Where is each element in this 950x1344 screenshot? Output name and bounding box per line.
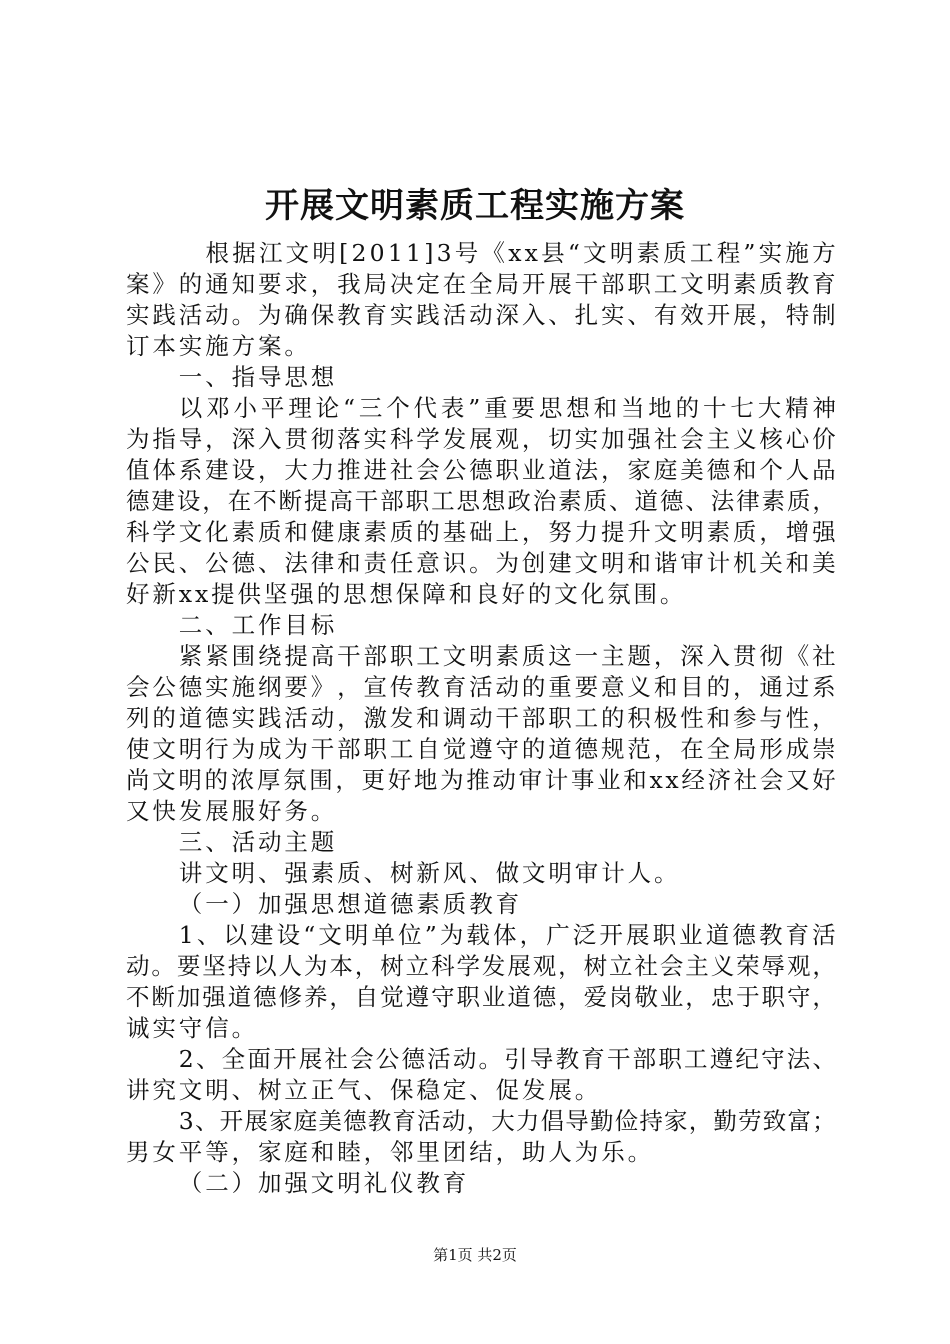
text-line: 以 邓 小 平 理 论 “ 三 个 代 表 ” 重 要 思 想 和 当 地 的 十 七 大 精 神 — [178, 394, 836, 422]
text-line: 为 指 导 ， 深 入 贯 彻 落 实 科 学 发 展 观 ， 切 实 加 强 社 会 主 义 核 心 价 — [126, 425, 836, 453]
text-line: 值 体 系 建 设 ， 大 力 推 进 社 会 公 德 职 业 道 法 ， 家 庭 美 德 和 个 人 品 — [126, 456, 836, 484]
text-line: 紧 紧 围 绕 提 高 干 部 职 工 文 明 素 质 这 一 主 题 ， 深 入 贯 彻 《 社 — [178, 642, 836, 670]
text-line: 尚 文 明 的 浓 厚 氛 围 ， 更 好 地 为 推 动 审 计 事 业 和 x x 经 济 社 会 又 好 — [126, 766, 836, 794]
text-line: 男女平等，家庭和睦，邻里团结，助人为乐。 — [126, 1138, 654, 1166]
text-line: 诚实守信。 — [126, 1014, 258, 1042]
text-line: 三、活动主题 — [178, 828, 338, 856]
text-line: 好新xx提供坚强的思想保障和良好的文化氛围。 — [126, 580, 687, 608]
text-line: （一）加强思想道德素质教育 — [178, 890, 522, 918]
text-line: 使 文 明 行 为 成 为 干 部 职 工 自 觉 遵 守 的 道 德 规 范 ， 在 全 局 形 成 崇 — [126, 735, 836, 763]
text-line: 德 建 设 ， 在 不 断 提 高 干 部 职 工 思 想 政 治 素 质 、 道 德 、 法 律 素 质 ， — [126, 487, 836, 515]
text-line: 1 、 以 建 设 “ 文 明 单 位 ” 为 载 体 ， 广 泛 开 展 职 业 道 德 教 育 活 — [178, 921, 836, 949]
page-footer: 第1页 共2页 — [433, 1246, 517, 1264]
text-line: 列 的 道 德 实 践 活 动 ， 激 发 和 调 动 干 部 职 工 的 积 极 性 和 参 与 性 ， — [126, 704, 836, 732]
text-line: 会 公 德 实 施 纲 要 》 ， 宣 传 教 育 活 动 的 重 要 意 义 和 目 的 ， 通 过 系 — [126, 673, 836, 701]
text-line: 根 据 江 文 明 [ 2 0 1 1 ] 3 号 《 x x 县 “ 文 明 素 质 工 程 ” 实 施 方 — [205, 239, 836, 267]
text-line: 公 民 、 公 德 、 法 律 和 责 任 意 识 。 为 创 建 文 明 和 谐 审 计 机 关 和 美 — [126, 549, 836, 577]
text-line: 讲文明、强素质、树新风、做文明审计人。 — [178, 859, 681, 887]
document-body — [126, 238, 836, 1199]
text-line: 科 学 文 化 素 质 和 健 康 素 质 的 基 础 上 ， 努 力 提 升 文 明 素 质 ， 增 强 — [126, 518, 836, 546]
document-title: 开展文明素质工程实施方案 — [265, 186, 685, 226]
text-line: 动 。 要 坚 持 以 人 为 本 ， 树 立 科 学 发 展 观 ， 树 立 社 会 主 义 荣 辱 观 ， — [126, 952, 836, 980]
text-line: 不 断 加 强 道 德 修 养 ， 自 觉 遵 守 职 业 道 德 ， 爱 岗 敬 业 ， 忠 于 职 守 ， — [126, 983, 836, 1011]
text-line: 又快发展服好务。 — [126, 797, 338, 825]
text-line: 讲究文明、树立正气、保稳定、促发展。 — [126, 1076, 602, 1104]
text-line: 3 、 开 展 家 庭 美 德 教 育 活 动 ， 大 力 倡 导 勤 俭 持 家 ， 勤 劳 致 富 ； — [178, 1107, 836, 1135]
text-line: 2 、 全 面 开 展 社 会 公 德 活 动 。 引 导 教 育 干 部 职 工 遵 纪 守 法 、 — [178, 1045, 836, 1073]
text-line: 实 践 活 动 。 为 确 保 教 育 实 践 活 动 深 入 、 扎 实 、 有 效 开 展 ， 特 制 — [126, 301, 836, 329]
text-line: 案 》 的 通 知 要 求 ， 我 局 决 定 在 全 局 开 展 干 部 职 工 文 明 素 质 教 育 — [126, 270, 836, 298]
text-line: （二）加强文明礼仪教育 — [178, 1169, 470, 1197]
text-line: 二、工作目标 — [178, 611, 338, 639]
text-line: 订本实施方案。 — [126, 332, 311, 360]
text-line: 一、指导思想 — [178, 363, 338, 391]
